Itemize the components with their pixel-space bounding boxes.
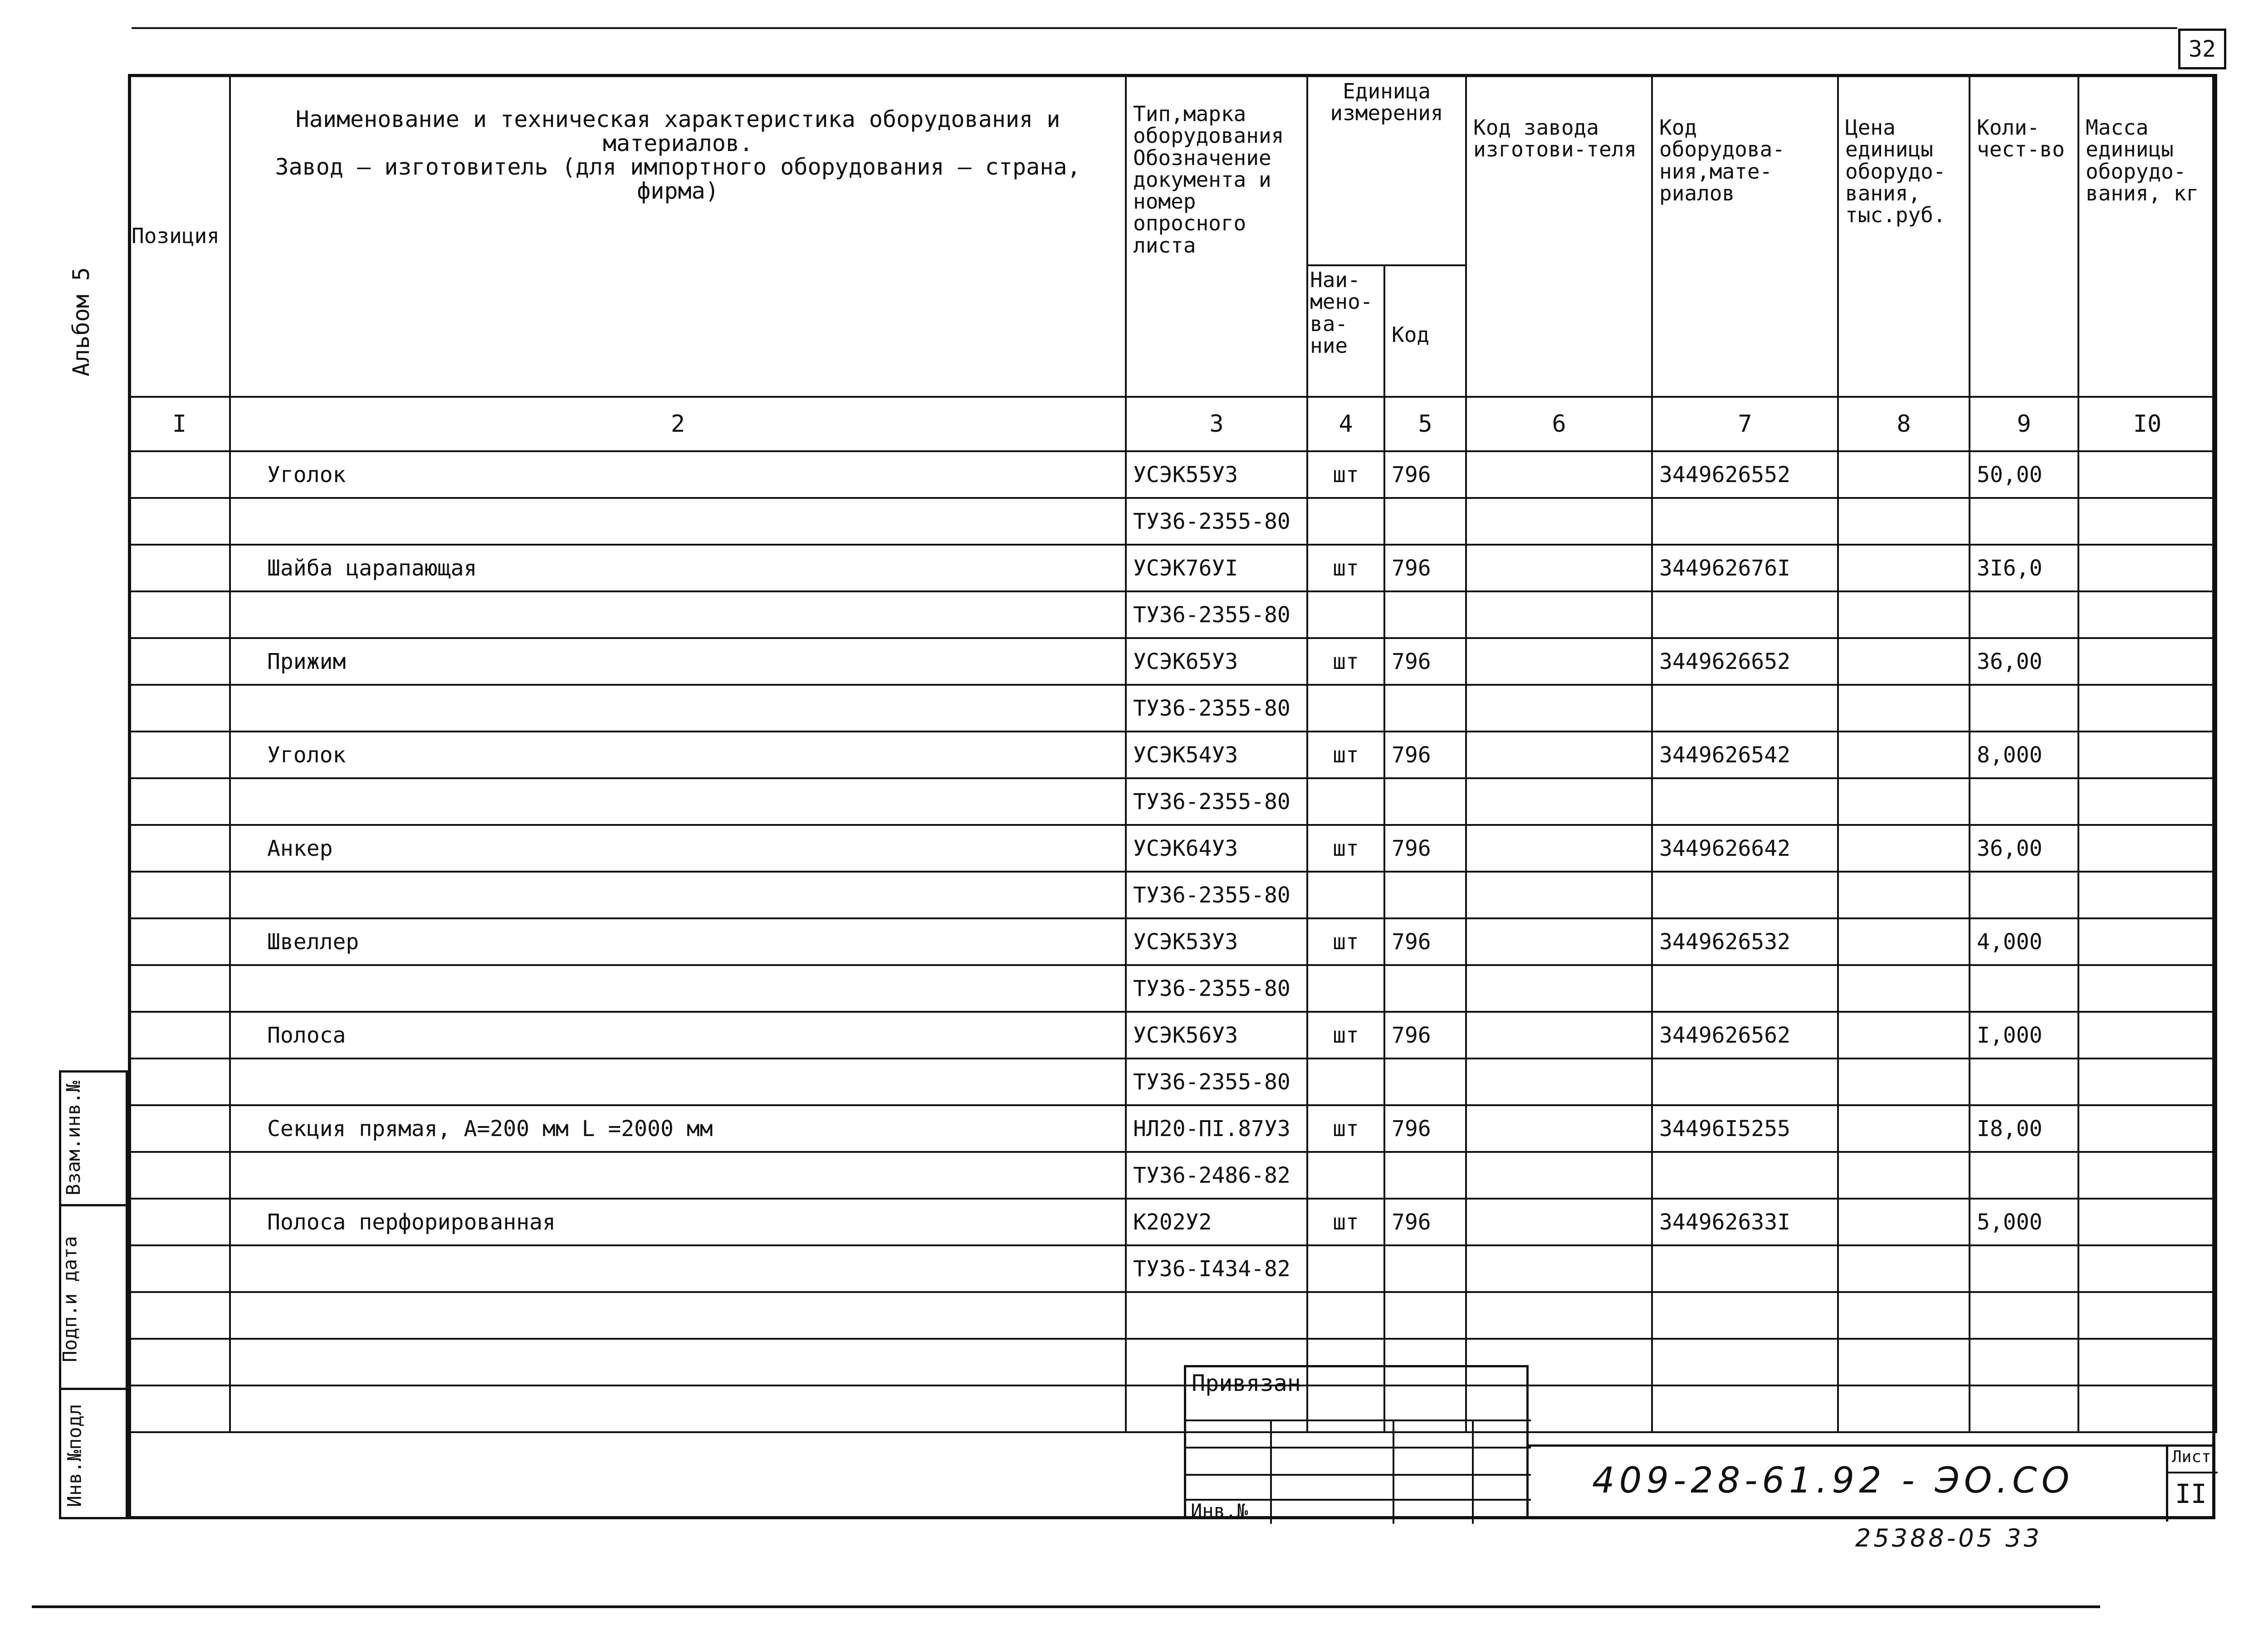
empty-cell [1838,1245,1970,1292]
table-row-empty [129,1292,2216,1339]
empty-cell [230,1385,1126,1432]
item-material-code: 344962633I [1652,1199,1838,1245]
item-type: УСЭК56У3 [1126,1012,1307,1058]
mass-cell [2078,825,2216,872]
table-row [129,1058,2216,1105]
empty-cell [1838,778,1970,825]
empty-cell [1384,591,1466,638]
header-name-line3: Завод – изготовитель (для импортного оборудования – страна, [275,154,1081,180]
item-name: Уголок [230,451,1126,498]
empty-cell [230,498,1126,545]
header-price: Цена единицы оборудо-вания, тыс.руб. [1838,75,1970,397]
empty-cell [129,1152,230,1199]
col-number: I0 [2078,397,2216,451]
empty-cell [1652,1152,1838,1199]
empty-cell [1466,1245,1652,1292]
empty-cell [230,591,1126,638]
document-code: 409-28-61.92 - ЭО.СО [1592,1460,2074,1501]
table-row [129,638,2216,685]
stamp-rule [1186,1419,1531,1421]
empty-cell [129,1385,230,1432]
table-row [129,545,2216,591]
empty-cell [1838,498,1970,545]
empty-cell [1466,685,1652,732]
empty-cell [1652,1058,1838,1105]
empty-cell [1652,498,1838,545]
item-unit-code: 796 [1384,732,1466,778]
plant-code-cell [1466,1105,1652,1152]
col-number: 4 [1307,397,1384,451]
header-unit-name: Наи-мено-ва-ние [1307,265,1384,397]
empty-cell [1384,685,1466,732]
price-cell [1838,451,1970,498]
empty-cell [129,778,230,825]
plant-code-cell [1466,732,1652,778]
stamp-rule [1472,1419,1474,1524]
header-name-line4: фирма) [637,177,719,204]
empty-cell [1970,965,2078,1012]
price-cell [1838,1199,1970,1245]
price-cell [1838,825,1970,872]
plant-code-cell [1466,1199,1652,1245]
side-stamp-zam [59,1070,128,1206]
empty-cell [1466,965,1652,1012]
item-quantity: I8,00 [1970,1105,2078,1152]
empty-cell [2078,1152,2216,1199]
item-name: Уголок [230,732,1126,778]
item-document: ТУ36-2355-80 [1126,685,1307,732]
item-name: Полоса перфорированная [230,1199,1126,1245]
empty-cell [1384,872,1466,918]
table-row [129,1152,2216,1199]
item-quantity: 4,000 [1970,918,2078,965]
title-block-divider [2166,1472,2218,1473]
mass-cell [2078,732,2216,778]
table-row [129,1199,2216,1245]
table-row [129,1105,2216,1152]
item-material-code: 34496I5255 [1652,1105,1838,1152]
empty-cell [1307,498,1384,545]
position-cell [129,918,230,965]
plant-code-cell [1466,918,1652,965]
empty-cell [1466,778,1652,825]
empty-cell [1307,591,1384,638]
empty-cell [1838,1152,1970,1199]
empty-cell [230,872,1126,918]
item-material-code: 3449626552 [1652,451,1838,498]
empty-cell [1307,1058,1384,1105]
item-unit-code: 796 [1384,1012,1466,1058]
price-cell [1838,638,1970,685]
empty-cell [1970,685,2078,732]
empty-cell [1384,1292,1466,1339]
item-unit: шт [1307,1105,1384,1152]
item-unit-code: 796 [1384,1199,1466,1245]
empty-cell [1466,1058,1652,1105]
item-unit: шт [1307,732,1384,778]
mass-cell [2078,1199,2216,1245]
item-material-code: 3449626542 [1652,732,1838,778]
price-cell [1838,1012,1970,1058]
empty-cell [1307,1152,1384,1199]
empty-cell [1307,1292,1384,1339]
empty-cell [1307,685,1384,732]
empty-cell [129,591,230,638]
item-name: Прижим [230,638,1126,685]
empty-cell [1126,1292,1307,1339]
empty-cell [1970,1385,2078,1432]
item-type: К202У2 [1126,1199,1307,1245]
empty-cell [2078,591,2216,638]
empty-cell [1384,498,1466,545]
empty-cell [230,1245,1126,1292]
title-block-divider [2166,1447,2168,1522]
col-number: 3 [1126,397,1307,451]
stamp-rule [1270,1419,1272,1524]
plant-code-cell [1466,1012,1652,1058]
empty-cell [1970,778,2078,825]
price-cell [1838,1105,1970,1152]
empty-cell [2078,1339,2216,1385]
item-type: УСЭК53У3 [1126,918,1307,965]
empty-cell [1384,1058,1466,1105]
empty-cell [1838,1058,1970,1105]
empty-cell [1384,778,1466,825]
table-row [129,778,2216,825]
empty-cell [1307,1245,1384,1292]
inventory-number-label: Инв.№ [1191,1500,1248,1522]
table-row-empty [129,1339,2216,1385]
item-name: Полоса [230,1012,1126,1058]
empty-cell [2078,685,2216,732]
mass-cell [2078,1105,2216,1152]
binding-label: Привязан [1192,1370,1301,1396]
empty-cell [129,965,230,1012]
table-row [129,498,2216,545]
empty-cell [1466,1292,1652,1339]
stamp-rule [1186,1474,1531,1476]
item-unit: шт [1307,451,1384,498]
empty-cell [230,685,1126,732]
mass-cell [2078,638,2216,685]
side-stamp-inv [59,1388,128,1519]
table-row [129,591,2216,638]
position-cell [129,1012,230,1058]
table-row [129,825,2216,872]
price-cell [1838,545,1970,591]
empty-cell [2078,498,2216,545]
item-material-code: 3449626642 [1652,825,1838,872]
item-unit: шт [1307,1199,1384,1245]
stamp-rule [1186,1447,1531,1449]
item-document: ТУ36-2355-80 [1126,872,1307,918]
empty-cell [129,1058,230,1105]
header-unit-code: Код [1384,265,1466,397]
item-unit: шт [1307,638,1384,685]
empty-cell [2078,1058,2216,1105]
plant-code-cell [1466,545,1652,591]
table-row [129,872,2216,918]
item-unit-code: 796 [1384,451,1466,498]
header-type: Тип,марка оборудования Обозначение документа и номер опросного листа [1126,75,1307,397]
header-mass: Масса единицы оборудо-вания, кг [2078,75,2216,397]
item-document: ТУ36-2486-82 [1126,1152,1307,1199]
price-cell [1838,732,1970,778]
position-cell [129,451,230,498]
empty-cell [2078,965,2216,1012]
empty-cell [230,1152,1126,1199]
item-type: УСЭК76УI [1126,545,1307,591]
item-document: ТУ36-2355-80 [1126,778,1307,825]
item-document: ТУ36-2355-80 [1126,965,1307,1012]
price-cell [1838,918,1970,965]
item-document: ТУ36-2355-80 [1126,1058,1307,1105]
header-row [129,75,2216,265]
mass-cell [2078,1012,2216,1058]
empty-cell [1838,1292,1970,1339]
item-document: ТУ36-I434-82 [1126,1245,1307,1292]
item-type: УСЭК64У3 [1126,825,1307,872]
item-quantity: 8,000 [1970,732,2078,778]
table-row [129,685,2216,732]
empty-cell [1838,872,1970,918]
table-row [129,1012,2216,1058]
album-label: Альбом 5 [68,267,94,376]
empty-cell [1652,1339,1838,1385]
mass-cell [2078,451,2216,498]
empty-cell [1652,872,1838,918]
item-unit: шт [1307,545,1384,591]
mass-cell [2078,545,2216,591]
item-quantity: 36,00 [1970,825,2078,872]
item-unit-code: 796 [1384,1105,1466,1152]
plant-code-cell [1466,451,1652,498]
empty-cell [2078,872,2216,918]
empty-cell [1838,1339,1970,1385]
empty-cell [1652,1385,1838,1432]
item-material-code: 344962676I [1652,545,1838,591]
table-row-empty [129,1385,2216,1432]
column-number-row [129,397,2216,451]
empty-cell [1970,1152,2078,1199]
item-material-code: 3449626532 [1652,918,1838,965]
empty-cell [230,1058,1126,1105]
item-name: Секция прямая, А=200 мм L =2000 мм [230,1105,1126,1152]
col-number: 5 [1384,397,1466,451]
item-unit-code: 796 [1384,638,1466,685]
empty-cell [129,1245,230,1292]
empty-cell [129,498,230,545]
empty-cell [129,1292,230,1339]
binding-stamp [1184,1365,1529,1522]
col-number: I [129,397,230,451]
empty-cell [1652,1245,1838,1292]
empty-cell [1384,1245,1466,1292]
item-name: Швеллер [230,918,1126,965]
sheet-label: Лист [2172,1448,2211,1466]
side-stamp-podp [59,1204,128,1390]
item-unit: шт [1307,825,1384,872]
stamp-rule [1393,1419,1394,1524]
side-stamp-zam-label: Взам.инв.№ [62,1081,84,1195]
item-unit: шт [1307,918,1384,965]
empty-cell [1652,778,1838,825]
item-type: УСЭК55У3 [1126,451,1307,498]
item-unit-code: 796 [1384,545,1466,591]
empty-cell [1970,1339,2078,1385]
empty-cell [230,965,1126,1012]
plant-code-cell [1466,638,1652,685]
empty-cell [1652,685,1838,732]
sheet-number: II [2175,1478,2207,1509]
col-number: 9 [1970,397,2078,451]
empty-cell [230,1339,1126,1385]
title-block [1526,1444,2215,1519]
header-position: Позиция [129,75,230,397]
item-material-code: 3449626562 [1652,1012,1838,1058]
empty-cell [1838,591,1970,638]
item-material-code: 3449626652 [1652,638,1838,685]
item-quantity: 50,00 [1970,451,2078,498]
table-row [129,451,2216,498]
item-quantity: I,000 [1970,1012,2078,1058]
empty-cell [1652,1292,1838,1339]
empty-cell [230,778,1126,825]
header-name-line2: материалов. [602,130,753,156]
specification-table [128,74,2217,1433]
col-number: 7 [1652,397,1838,451]
position-cell [129,1105,230,1152]
empty-cell [2078,1385,2216,1432]
position-cell [129,545,230,591]
empty-cell [1466,1152,1652,1199]
empty-cell [1384,965,1466,1012]
item-unit-code: 796 [1384,918,1466,965]
empty-cell [129,872,230,918]
col-number: 2 [230,397,1126,451]
header-plant-code: Код завода изготови-теля [1466,75,1652,397]
empty-cell [1970,872,2078,918]
position-cell [129,1199,230,1245]
table-row [129,1245,2216,1292]
item-name: Шайба царапающая [230,545,1126,591]
empty-cell [1838,1385,1970,1432]
item-document: ТУ36-2355-80 [1126,498,1307,545]
item-type: УСЭК65У3 [1126,638,1307,685]
item-unit: шт [1307,1012,1384,1058]
empty-cell [1307,778,1384,825]
empty-cell [1652,591,1838,638]
page-number: 32 [2178,29,2226,69]
item-quantity: 3I6,0 [1970,545,2078,591]
header-unit-group: Единица измерения [1307,75,1466,265]
position-cell [129,732,230,778]
item-unit-code: 796 [1384,825,1466,872]
empty-cell [1307,872,1384,918]
side-stamp-inv-label: Инв.№подл [63,1404,86,1507]
table-row [129,732,2216,778]
col-number: 6 [1466,397,1652,451]
item-type: УСЭК54У3 [1126,732,1307,778]
col-number: 8 [1838,397,1970,451]
empty-cell [1466,872,1652,918]
header-quantity: Коли-чест-во [1970,75,2078,397]
empty-cell [1466,591,1652,638]
item-quantity: 5,000 [1970,1199,2078,1245]
item-quantity: 36,00 [1970,638,2078,685]
bottom-rule [32,1605,2100,1608]
mass-cell [2078,918,2216,965]
footer-code: 25388-05 33 [1855,1524,2042,1552]
table-body [129,451,2216,1432]
item-type: НЛ20-ПI.87У3 [1126,1105,1307,1152]
empty-cell [1970,591,2078,638]
empty-cell [2078,778,2216,825]
table-row [129,918,2216,965]
position-cell [129,825,230,872]
plant-code-cell [1466,825,1652,872]
header-name [230,75,1126,397]
empty-cell [1970,1058,2078,1105]
empty-cell [1838,965,1970,1012]
empty-cell [1384,1152,1466,1199]
table-row [129,965,2216,1012]
side-stamp-podp-label: Подп.и дата [59,1236,81,1362]
empty-cell [129,685,230,732]
empty-cell [1838,685,1970,732]
empty-cell [2078,1245,2216,1292]
header-material-code: Код оборудова-ния,мате-риалов [1652,75,1838,397]
header-name-line1: Наименование и техническая характеристика оборудования и [295,106,1061,132]
item-name: Анкер [230,825,1126,872]
empty-cell [1466,498,1652,545]
position-cell [129,638,230,685]
empty-cell [1970,1245,2078,1292]
top-rule [132,27,2177,29]
empty-cell [1307,965,1384,1012]
empty-cell [1970,498,2078,545]
item-document: ТУ36-2355-80 [1126,591,1307,638]
empty-cell [230,1292,1126,1339]
empty-cell [129,1339,230,1385]
empty-cell [1970,1292,2078,1339]
empty-cell [1652,965,1838,1012]
empty-cell [2078,1292,2216,1339]
